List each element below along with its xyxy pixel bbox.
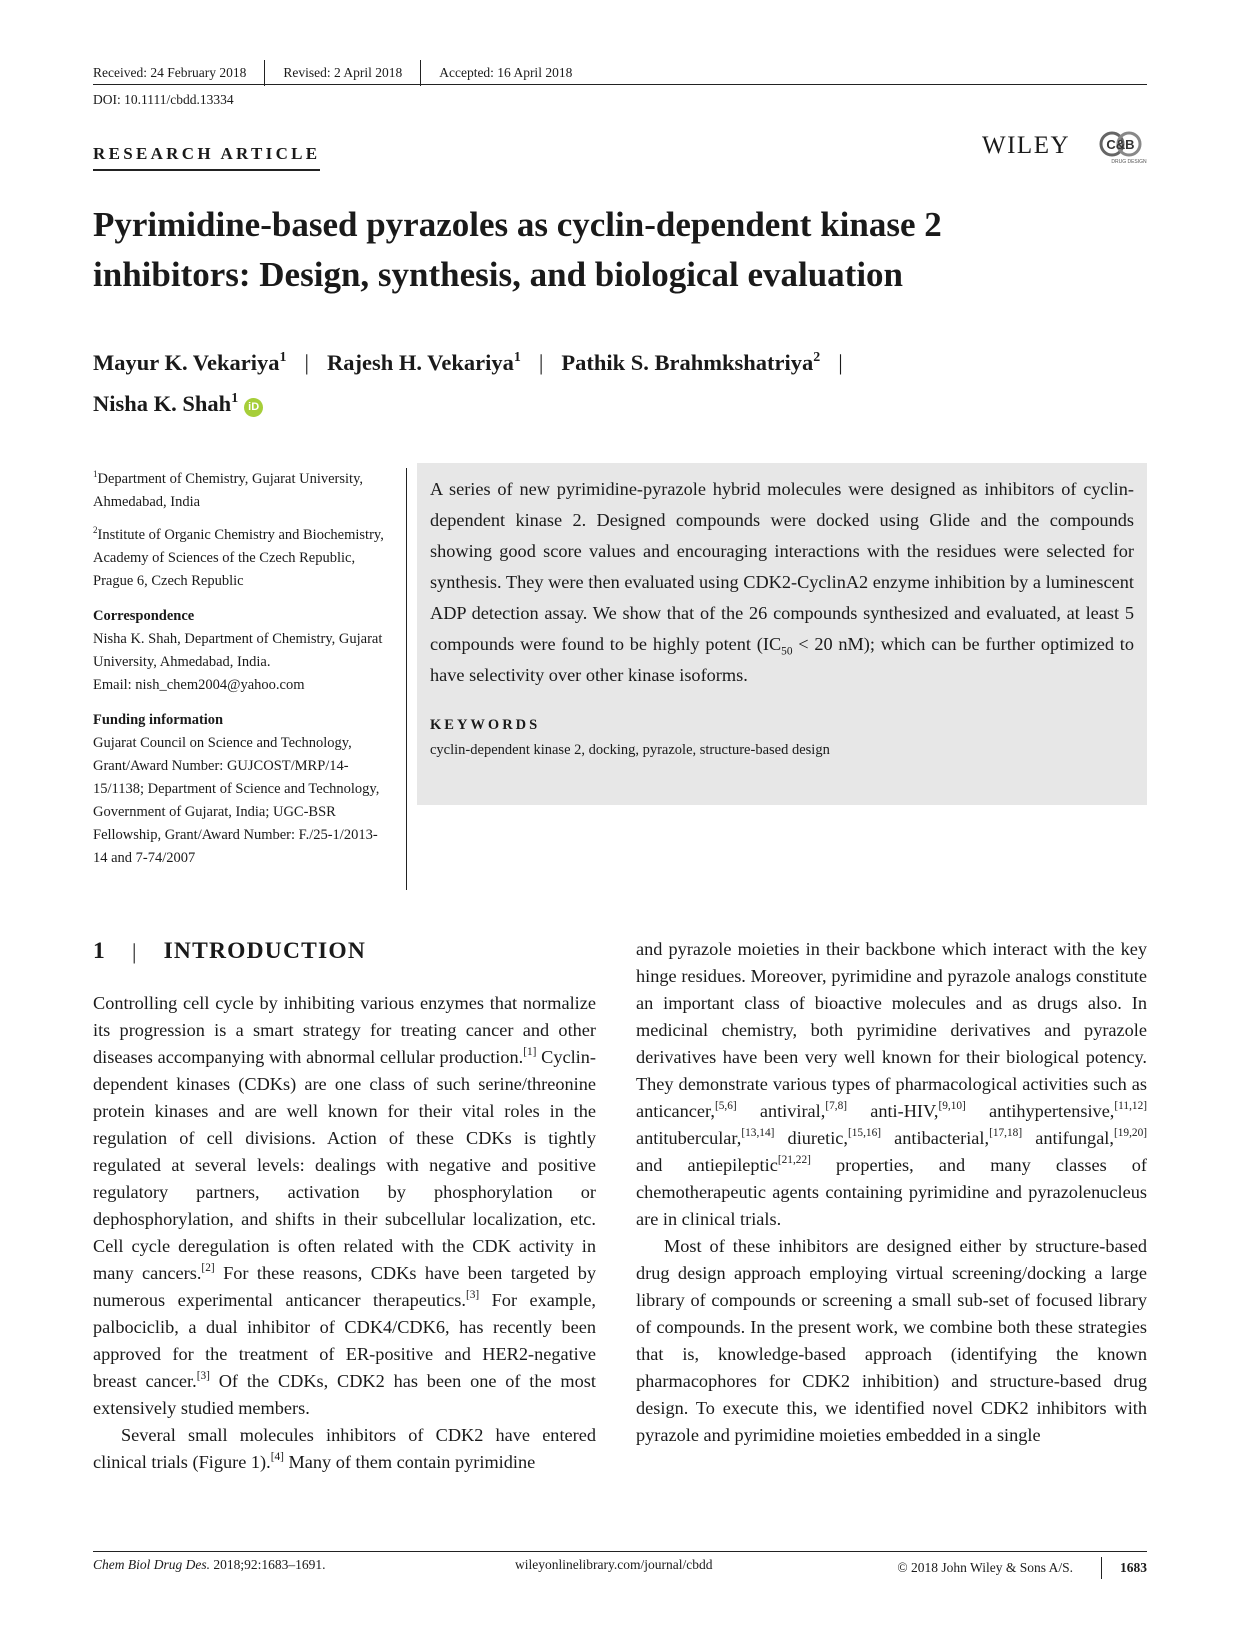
column-divider: [406, 468, 407, 890]
paragraph: and pyrazole moieties in their backbone which interact with the key hinge residues. Moreover, pyrimidine and pyrazole analogs constitute an important class of bioactive molecules and as drugs also. In medicinal chemistry, both pyrimidine derivatives and pyrazole derivatives have been very well known for their biological potency. They demonstrate various types of pharmacological activities such as anticancer,[5,6] antiviral,[7,8] anti-HIV,[9,10] antihypertensive,[11,12] antitubercular,[13,14] diuretic,[15,16] antibacterial,[17,18] antifungal,[19,20] and antiepileptic[21,22] properties, and many classes of chemotherapeutic agents containing pyrimidine and pyrazolenucleus are in clinical trials.: [636, 939, 1148, 1229]
affiliation: $^1$Department of Chemistry, Gujarat University, Ahmedabad, India: [93, 468, 363, 510]
journal-logo-icon: [1093, 128, 1147, 166]
correspondence-text: Nisha K. Shah, Department of Chemistry, Gujarat University, Ahmedabad, India.: [93, 631, 383, 670]
funding-text: Gujarat Council on Science and Technology, Grant/Award Number: GUJCOST/MRP/14-15/1138; Department of Science and Technology, Government of Gujarat, India; UGC-BSR Fellowship, Grant/Award Number: F./25-1/2013- 14 and 7-74/2007: [93, 735, 380, 866]
citation[interactable]: [5,6]: [714, 1100, 737, 1113]
section-number: 1: [93, 938, 106, 964]
body-column-left: [93, 990, 596, 1476]
author-list: [93, 342, 1143, 424]
citation[interactable]: [11,12]: [1114, 1100, 1148, 1113]
paragraph: Most of these inhibitors are designed either by structure-based drug design approach employing virtual screening/docking a large library of compounds or screening a small sub-set of focused library of compounds. In the present work, we combine both these strategies that is, knowledge-based approach (identifying the known pharmacophores for CDK2 inhibition) and structure-based drug design. To execute this, we identified novel CDK2 inhibitors with pyrazole and pyrimidine moieties embedded in a single: [636, 1236, 1147, 1445]
orcid-icon[interactable]: iD: [244, 398, 263, 417]
header-rule: [93, 84, 1147, 85]
citation[interactable]: [9,10]: [938, 1100, 966, 1113]
citation[interactable]: [21,22]: [777, 1154, 811, 1167]
journal-citation: Chem Biol Drug Des. 2018;92:1683–1691.: [93, 1557, 326, 1572]
correspondence-email[interactable]: Email: nish_chem2004@yahoo.com: [93, 677, 305, 693]
body-column-right: [636, 936, 1147, 1449]
author-affiliation-marker: 1: [513, 349, 521, 365]
author-affiliation-marker: 1: [279, 349, 287, 365]
revised-date: Revised: 2 April 2018: [283, 65, 403, 80]
journal-url[interactable]: wileyonlinelibrary.com/journal/cbdd: [515, 1557, 713, 1572]
author-name[interactable]: Nisha K. Shah$^1$: [93, 390, 239, 416]
section-heading: [93, 938, 366, 965]
author-name[interactable]: Rajesh H. Vekariya$^1$: [326, 349, 521, 375]
author-divider: |: [304, 350, 309, 375]
keywords-text: cyclin-dependent kinase 2, docking, pyrazole, structure-based design: [430, 742, 830, 758]
received-date: Received: 24 February 2018: [93, 65, 247, 80]
section-title: INTRODUCTION: [163, 938, 366, 964]
author-name[interactable]: Mayur K. Vekariya$^1$: [93, 349, 287, 375]
affiliation: $^2$Institute of Organic Chemistry and Biochemistry, Academy of Sciences of the Czech Republic, Prague 6, Czech Republic: [93, 524, 384, 589]
copyright: © 2018 John Wiley & Sons A/S.: [897, 1560, 1073, 1575]
paragraph: Controlling cell cycle by inhibiting various enzymes that normalize its progression is a smart strategy for treating cancer and other diseases accompanying with abnormal cellular production.[1] Cyclin-dependent kinases (CDKs) are one class of such serine/threonine protein kinases and are well known for their vital roles in the regulation of cell divisions. Action of these CDKs is tightly regulated at several levels: dealings with negative and positive regulatory partners, activation by phosphorylation or dephosphorylation, and shifts in their subcellular localization, etc. Cell cycle deregulation is often related with the CDK activity in many cancers.[2] For these reasons, CDKs have been targeted by numerous experimental anticancer therapeutics.[3] For example, palbociclib, a dual inhibitor of CDK4/CDK6, has recently been approved for the treatment of ER-positive and HER2-negative breast cancer.[3] Of the CDKs, CDK2 has been one of the most extensively studied members.: [93, 993, 596, 1418]
section-divider: |: [131, 938, 138, 964]
citation[interactable]: [3]: [196, 1370, 210, 1383]
date-divider: [420, 60, 421, 86]
abstract-text: A series of new pyrimidine-pyrazole hybrid molecules were designed as inhibitors of cyclin-dependent kinase 2. Designed compounds were docked using Glide and the compounds showing good score values and encouraging interactions with the residues were selected for synthesis. They were then evaluated using CDK2-CyclinA2 enzyme inhibition by a luminescent ADP detection assay. We show that of the 26 compounds synthesized and evaluated, at least 5 compounds were found to be highly potent ($IC_{50} < 20$ nM); which can be further optimized to have selectivity over other kinase isoforms.: [430, 479, 1134, 685]
citation[interactable]: [2]: [201, 1262, 215, 1275]
page-number: 1683: [1120, 1560, 1147, 1575]
author-affiliation-marker: 2: [813, 349, 821, 365]
funding-information: [93, 709, 393, 870]
doi[interactable]: DOI: 10.1111/cbdd.13334: [93, 92, 234, 107]
article-dates: [93, 60, 572, 86]
article-info: [93, 468, 393, 880]
author-divider: |: [538, 350, 544, 375]
citation[interactable]: [7,8]: [825, 1100, 848, 1113]
correspondence-heading: Correspondence: [93, 608, 195, 624]
correspondence: [93, 605, 393, 697]
author-divider: |: [838, 350, 843, 375]
journal-logo-subtext: DRUG DESIGN: [1111, 159, 1147, 165]
footer-right: [897, 1557, 1147, 1579]
article-type: RESEARCH ARTICLE: [93, 144, 320, 171]
footer-divider: [1101, 1557, 1102, 1579]
author-name[interactable]: Pathik S. Brahmkshatriya$^2$: [561, 349, 821, 375]
date-divider: [264, 60, 265, 86]
journal-logo-text: C&B: [1106, 137, 1135, 152]
citation[interactable]: [15,16]: [847, 1127, 882, 1140]
accepted-date: Accepted: 16 April 2018: [439, 65, 573, 80]
publisher-logo: WILEY: [982, 132, 1071, 159]
funding-heading: Funding information: [93, 712, 224, 728]
paragraph: Several small molecules inhibitors of CDK2 have entered clinical trials (Figure 1).[4] Many of them contain pyrimidine: [93, 1425, 596, 1472]
keywords-heading: KEYWORDS: [430, 717, 541, 733]
footer-rule: [93, 1551, 1147, 1552]
citation[interactable]: [1]: [523, 1046, 537, 1059]
citation[interactable]: [3]: [465, 1289, 480, 1302]
citation[interactable]: [19,20]: [1113, 1127, 1148, 1140]
abstract-box: [417, 463, 1147, 805]
author-affiliation-marker: 1: [231, 390, 239, 406]
citation[interactable]: [13,14]: [741, 1127, 775, 1140]
citation[interactable]: [17,18]: [989, 1127, 1023, 1140]
article-title: Pyrimidine-based pyrazoles as cyclin-dependent kinase 2 inhibitors: Design, synthesis, and biological evaluation: [93, 205, 942, 294]
citation[interactable]: [4]: [270, 1451, 284, 1464]
